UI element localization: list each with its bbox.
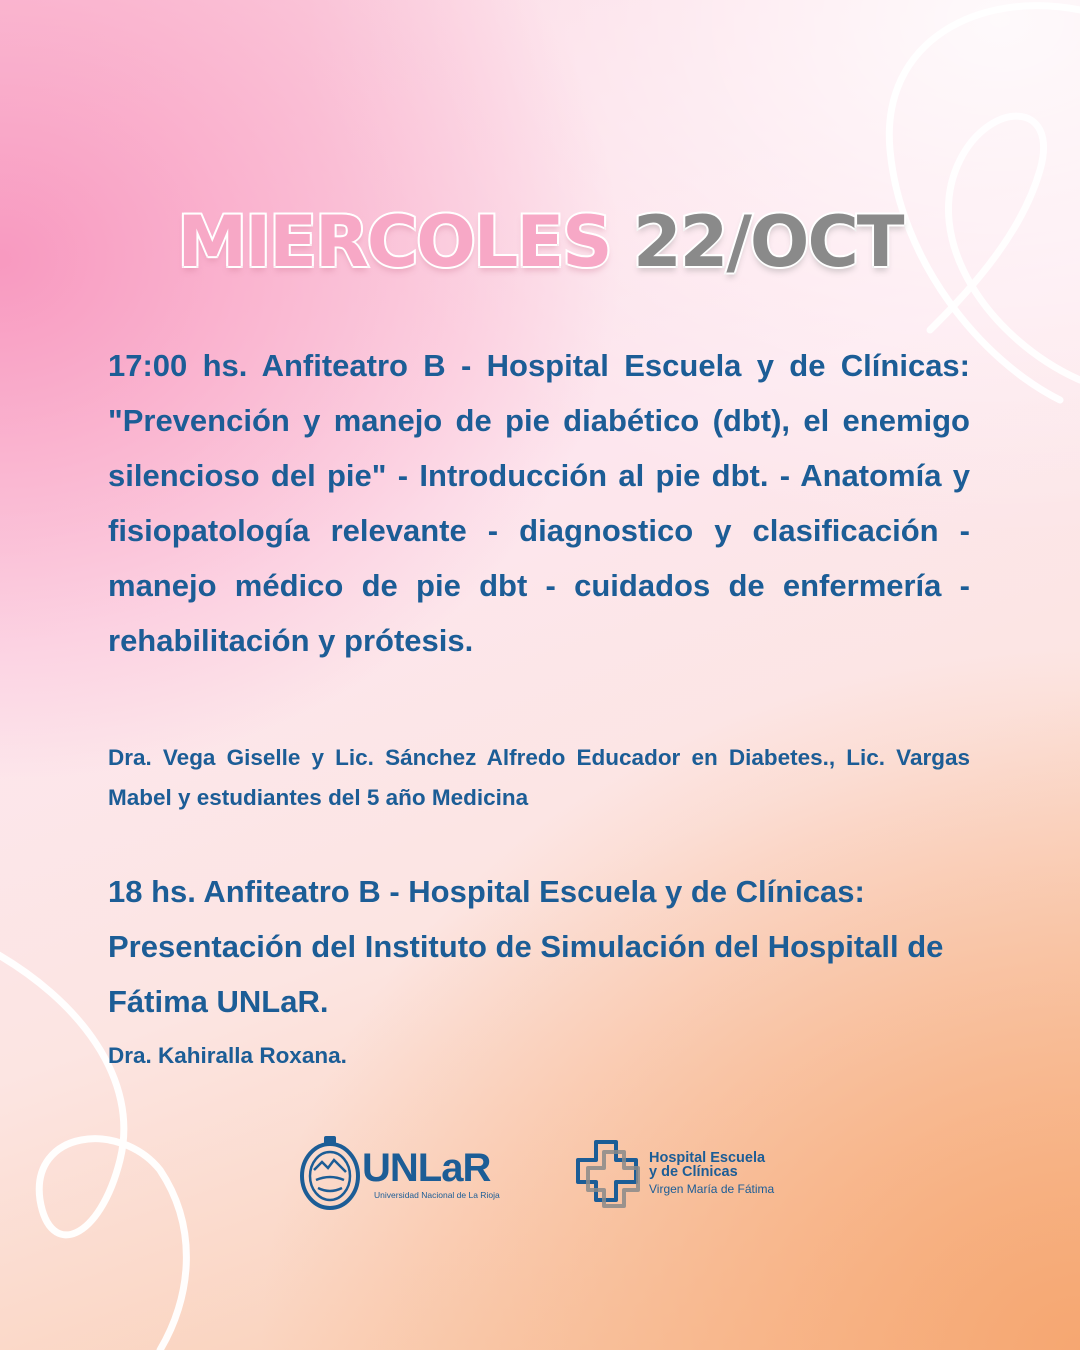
unlar-subtitle: Universidad Nacional de La Rioja (374, 1190, 500, 1200)
hospital-name-line2: y de Clínicas (649, 1164, 738, 1180)
event1-description: 17:00 hs. Anfiteatro B - Hospital Escuela y de Clínicas: "Prevención y manejo de pie diabético (dbt), el enemigo silencioso del pie" - Introducción al pie dbt. - Anatomía y fisiopatología relevante - diagnostico y clasificación - manejo médico de pie dbt - cuidados de enfermería - rehabilitación y prótesis. (108, 348, 970, 658)
unlar-name: UNLaR (362, 1146, 491, 1190)
page-title (0, 202, 1080, 282)
unlar-logo (298, 1134, 508, 1210)
event2-speakers: Dra. Kahiralla Roxana. (108, 1043, 347, 1068)
hospital-name-line3: Virgen María de Fátima (649, 1182, 775, 1196)
title-day: MIERCOLES (177, 201, 611, 283)
hospital-name-line1: Hospital Escuela (649, 1150, 766, 1166)
event1-speakers: Dra. Vega Giselle y Lic. Sánchez Alfredo Educador en Diabetes., Lic. Vargas Mabel y estudiantes del 5 año Medicina (108, 745, 970, 810)
event2-description: 18 hs. Anfiteatro B - Hospital Escuela y de Clínicas: Presentación del Instituto de Simulación del Hospitall de Fátima UNLaR. (108, 874, 944, 1019)
title-date: 22/OCT (632, 201, 903, 283)
unlar-seal-icon (298, 1134, 362, 1210)
hospital-cross-icon (574, 1138, 642, 1208)
hospital-logo (574, 1138, 804, 1210)
